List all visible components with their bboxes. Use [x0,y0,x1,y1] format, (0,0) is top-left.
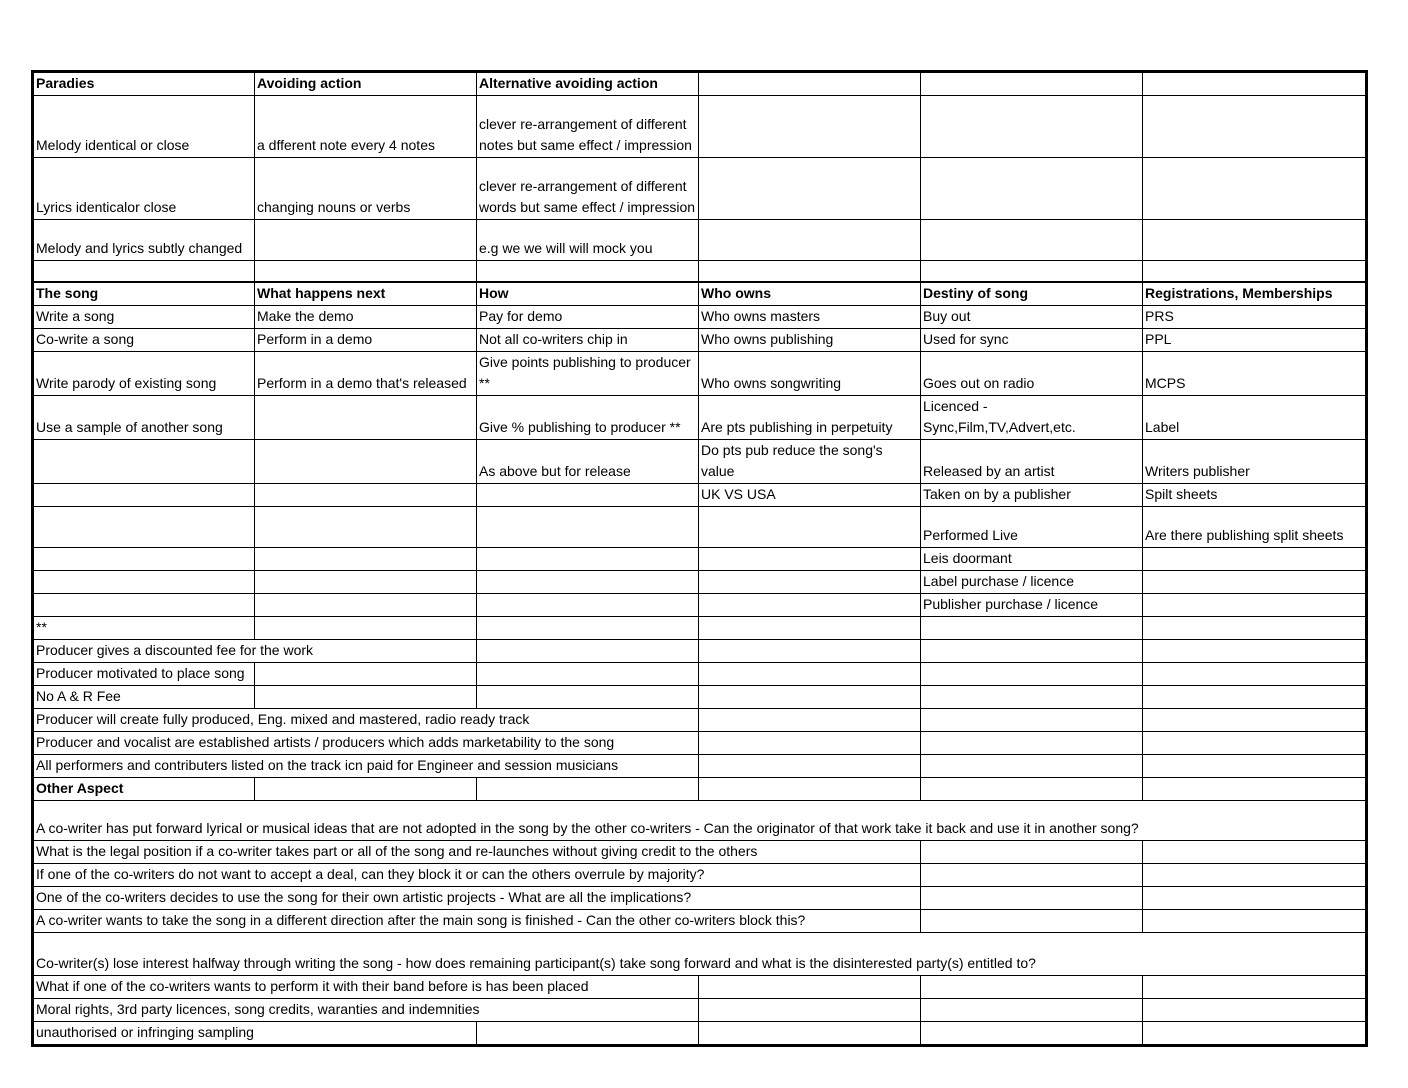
table-cell[interactable] [1143,754,1367,777]
table-cell[interactable]: Write a song [33,305,255,328]
table-cell[interactable] [1143,96,1367,158]
table-cell[interactable] [921,998,1143,1021]
table-cell[interactable] [33,547,255,570]
table-row [33,328,1367,351]
table-cell[interactable]: What is the legal position if a co-writer takes part or all of the song and re-launches without giving credit to the others [33,840,921,863]
table-cell[interactable] [477,547,699,570]
table-row [33,351,1367,395]
table-cell[interactable]: Producer and vocalist are established artists / producers which adds marketability to the song [33,731,699,754]
table-cell[interactable]: Spilt sheets [1143,483,1367,506]
table-cell[interactable] [255,261,477,282]
table-cell[interactable] [1143,547,1367,570]
table-cell[interactable] [1143,220,1367,261]
table-cell[interactable]: Make the demo [255,305,477,328]
table-cell[interactable] [1143,708,1367,731]
table-row [33,570,1367,593]
table-cell[interactable]: Who owns masters [699,305,921,328]
table-cell[interactable] [699,261,921,282]
table-cell[interactable] [477,1021,699,1045]
table-cell[interactable] [921,754,1143,777]
table-cell[interactable] [255,547,477,570]
table-row [33,731,1367,754]
table-cell[interactable]: What if one of the co-writers wants to perform it with their band before is has been placed [33,975,699,998]
table-cell[interactable] [921,731,1143,754]
table-cell[interactable] [921,639,1143,662]
table-cell[interactable] [477,639,699,662]
table-row [33,975,1367,998]
table-cell[interactable] [477,506,699,547]
table-cell[interactable] [477,593,699,616]
table-cell[interactable]: clever re-arrangement of different words but same effect / impression [477,158,699,220]
table-cell[interactable] [699,731,921,754]
table-cell[interactable]: Licenced - Sync,Film,TV,Advert,etc. [921,395,1143,439]
table-cell[interactable]: Give % publishing to producer ** [477,395,699,439]
table-cell[interactable] [921,616,1143,639]
table-cell[interactable] [33,483,255,506]
table-cell[interactable] [477,483,699,506]
table-cell[interactable] [255,685,477,708]
table-cell[interactable]: changing nouns or verbs [255,158,477,220]
table-cell[interactable] [699,158,921,220]
table-row [33,998,1367,1021]
table-cell[interactable] [921,96,1143,158]
table-row [33,593,1367,616]
table-cell[interactable] [699,220,921,261]
table-cell[interactable]: Perform in a demo [255,328,477,351]
table-cell[interactable]: Other Aspect [33,777,255,800]
table-cell[interactable] [255,662,477,685]
table-cell[interactable] [699,662,921,685]
table-cell[interactable]: Buy out [921,305,1143,328]
table-cell[interactable]: Label [1143,395,1367,439]
table-cell[interactable]: Write parody of existing song [33,351,255,395]
table-cell[interactable] [921,662,1143,685]
table-cell[interactable] [921,261,1143,282]
table-cell[interactable] [1143,639,1367,662]
table-row [33,754,1367,777]
table-row [33,639,1367,662]
table-cell[interactable] [33,593,255,616]
table-cell[interactable] [1143,593,1367,616]
table-cell[interactable]: Co-writer(s) lose interest halfway through writing the song - how does remaining participant(s) take song forward and what is the disinterested party(s) entitled to? [33,932,1367,975]
table-cell[interactable]: Do pts pub reduce the song's value [699,439,921,483]
table-cell[interactable] [921,220,1143,261]
table-cell[interactable] [1143,616,1367,639]
table-cell[interactable]: A co-writer has put forward lyrical or musical ideas that are not adopted in the song by the other co-writers - Can the originator of that work take it back and use it in another song? [33,800,1367,840]
table-cell[interactable]: Destiny of song [921,282,1143,306]
table-cell[interactable] [255,220,477,261]
table-row [33,506,1367,547]
table-cell[interactable] [1143,662,1367,685]
table-cell[interactable] [921,708,1143,731]
table-cell[interactable] [699,639,921,662]
table-cell[interactable] [699,547,921,570]
table-cell[interactable]: Used for sync [921,328,1143,351]
table-cell[interactable]: Registrations, Memberships [1143,282,1367,306]
table-row [33,158,1367,220]
table-cell[interactable] [255,483,477,506]
table-row [33,305,1367,328]
table-cell[interactable] [33,261,255,282]
table-cell[interactable]: Leis doormant [921,547,1143,570]
table-row [33,220,1367,261]
table-cell[interactable]: Pay for demo [477,305,699,328]
table-cell[interactable]: The song [33,282,255,306]
table-cell[interactable] [921,909,1143,932]
table-cell[interactable] [699,975,921,998]
table-cell[interactable]: Co-write a song [33,328,255,351]
table-cell[interactable] [921,1021,1143,1045]
table-row [33,886,1367,909]
table-row [33,282,1367,306]
table-cell[interactable]: Goes out on radio [921,351,1143,395]
table-row [33,685,1367,708]
spreadsheet-table [31,70,1368,1047]
table-cell[interactable] [1143,1021,1367,1045]
table-cell[interactable]: Not all co-writers chip in [477,328,699,351]
table-row [33,547,1367,570]
table-cell[interactable]: Melody identical or close [33,96,255,158]
table-cell[interactable] [255,395,477,439]
table-cell[interactable] [477,261,699,282]
table-cell[interactable] [1143,840,1367,863]
table-row [33,395,1367,439]
table-cell[interactable]: A co-writer wants to take the song in a different direction after the main song is finished - Can the other co-writers block this? [33,909,921,932]
table-cell[interactable] [1143,570,1367,593]
table-cell[interactable]: ** [33,616,255,639]
spreadsheet-body [33,72,1367,1046]
table-cell[interactable]: Producer will create fully produced, Eng. mixed and mastered, radio ready track [33,708,699,731]
table-cell[interactable] [699,1021,921,1045]
table-cell[interactable] [1143,158,1367,220]
table-cell[interactable] [33,439,255,483]
table-cell[interactable] [1143,909,1367,932]
table-cell[interactable] [921,975,1143,998]
table-cell[interactable]: a dfferent note every 4 notes [255,96,477,158]
table-row [33,932,1367,975]
table-cell[interactable]: PPL [1143,328,1367,351]
table-cell[interactable] [699,998,921,1021]
table-row [33,439,1367,483]
table-cell[interactable]: clever re-arrangement of different notes but same effect / impression [477,96,699,158]
table-cell[interactable]: UK VS USA [699,483,921,506]
table-cell[interactable]: Label purchase / licence [921,570,1143,593]
table-row [33,483,1367,506]
table-cell[interactable] [255,616,477,639]
table-row [33,777,1367,800]
table-cell[interactable] [699,593,921,616]
table-cell[interactable]: MCPS [1143,351,1367,395]
table-cell[interactable] [921,886,1143,909]
table-cell[interactable] [921,685,1143,708]
table-cell[interactable]: Avoiding action [255,72,477,96]
table-cell[interactable]: Perform in a demo that's released [255,351,477,395]
table-cell[interactable] [699,685,921,708]
table-row [33,662,1367,685]
table-cell[interactable] [1143,886,1367,909]
table-cell[interactable]: As above but for release [477,439,699,483]
table-cell[interactable] [921,72,1143,96]
table-cell[interactable] [699,506,921,547]
table-cell[interactable]: Performed Live [921,506,1143,547]
table-cell[interactable]: Producer motivated to place song [33,662,255,685]
table-cell[interactable] [699,72,921,96]
table-cell[interactable] [921,863,1143,886]
table-row [33,616,1367,639]
table-cell[interactable] [921,777,1143,800]
table-cell[interactable] [1143,261,1367,282]
table-cell[interactable] [477,777,699,800]
table-cell[interactable]: Are there publishing split sheets [1143,506,1367,547]
table-row [33,261,1367,282]
table-cell[interactable] [699,616,921,639]
table-cell[interactable]: Publisher purchase / licence [921,593,1143,616]
table-cell[interactable]: PRS [1143,305,1367,328]
table-cell[interactable] [1143,975,1367,998]
table-cell[interactable]: Taken on by a publisher [921,483,1143,506]
table-row [33,1021,1367,1045]
table-cell[interactable] [33,506,255,547]
table-cell[interactable]: Released by an artist [921,439,1143,483]
table-row [33,708,1367,731]
table-cell[interactable] [921,840,1143,863]
table-cell[interactable]: Give points publishing to producer ** [477,351,699,395]
table-row [33,96,1367,158]
table-row [33,800,1367,840]
table-cell[interactable] [1143,863,1367,886]
table-cell[interactable]: e.g we we will will mock you [477,220,699,261]
table-row [33,909,1367,932]
table-cell[interactable] [921,158,1143,220]
table-cell[interactable] [477,570,699,593]
table-cell[interactable]: What happens next [255,282,477,306]
table-cell[interactable] [477,685,699,708]
table-cell[interactable] [699,708,921,731]
table-cell[interactable]: Who owns [699,282,921,306]
table-cell[interactable] [33,570,255,593]
table-cell[interactable] [699,777,921,800]
table-cell[interactable] [255,593,477,616]
table-cell[interactable]: Alternative avoiding action [477,72,699,96]
table-cell[interactable]: All performers and contributers listed on the track icn paid for Engineer and session musicians [33,754,699,777]
table-cell[interactable]: Paradies [33,72,255,96]
table-cell[interactable]: Melody and lyrics subtly changed [33,220,255,261]
table-cell[interactable]: Are pts publishing in perpetuity [699,395,921,439]
table-cell[interactable]: Who owns songwriting [699,351,921,395]
table-cell[interactable] [1143,998,1367,1021]
table-cell[interactable] [477,662,699,685]
table-cell[interactable]: If one of the co-writers do not want to accept a deal, can they block it or can the others overrule by majority? [33,863,921,886]
table-cell[interactable] [1143,685,1367,708]
table-cell[interactable] [255,570,477,593]
table-cell[interactable]: unauthorised or infringing sampling [33,1021,477,1045]
table-cell[interactable]: Lyrics identicalor close [33,158,255,220]
table-cell[interactable] [1143,72,1367,96]
table-cell[interactable] [1143,731,1367,754]
table-row [33,863,1367,886]
table-cell[interactable]: Moral rights, 3rd party licences, song credits, waranties and indemnities [33,998,699,1021]
table-cell[interactable] [255,506,477,547]
table-cell[interactable] [699,754,921,777]
table-cell[interactable] [255,439,477,483]
table-row [33,840,1367,863]
table-cell[interactable]: Writers publisher [1143,439,1367,483]
table-cell[interactable] [477,616,699,639]
table-cell[interactable]: Use a sample of another song [33,395,255,439]
table-cell[interactable]: How [477,282,699,306]
table-cell[interactable]: No A & R Fee [33,685,255,708]
table-cell[interactable]: One of the co-writers decides to use the song for their own artistic projects - What are all the implications? [33,886,921,909]
table-row [33,72,1367,96]
table-cell[interactable]: Producer gives a discounted fee for the work [33,639,477,662]
table-cell[interactable] [699,96,921,158]
table-cell[interactable] [1143,777,1367,800]
table-cell[interactable] [699,570,921,593]
table-cell[interactable]: Who owns publishing [699,328,921,351]
table-cell[interactable] [255,777,477,800]
